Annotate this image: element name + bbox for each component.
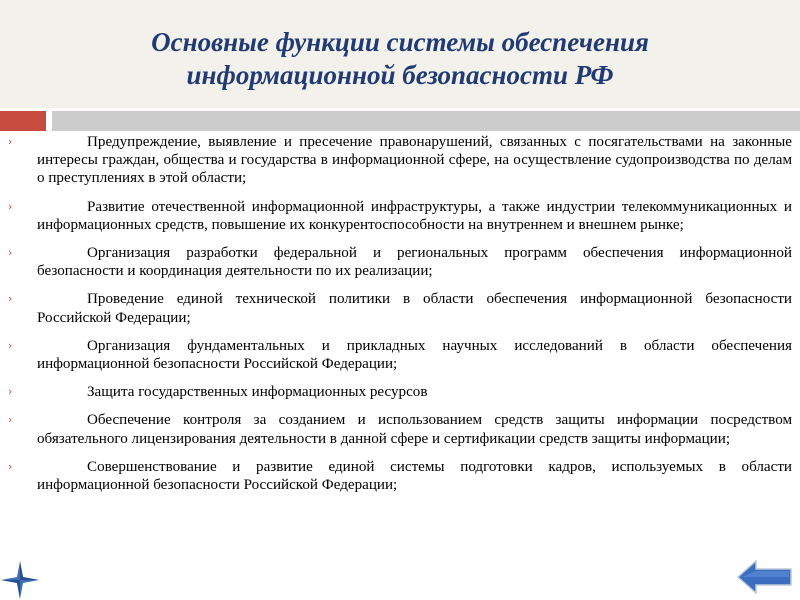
accent-band-red <box>0 111 46 131</box>
list-item <box>0 458 800 494</box>
accent-band-gray <box>52 111 800 131</box>
slide-title-line-1: Основные функции системы обеспечения <box>151 27 649 57</box>
list-item-text: Организация фундаментальных и прикладных научных исследований в области обеспечения информационной безопасности Российской Федерации; <box>37 337 792 373</box>
slide-title-line-2: информационной безопасности РФ <box>186 60 614 90</box>
chevron-right-icon: › <box>8 385 13 399</box>
list-item <box>0 244 800 280</box>
chevron-right-icon: › <box>8 199 13 213</box>
list-item <box>0 290 800 326</box>
list-item <box>0 337 800 373</box>
slide-header <box>0 0 800 108</box>
chevron-right-icon: › <box>8 246 13 260</box>
chevron-right-icon: › <box>8 135 13 148</box>
list-item <box>0 198 800 234</box>
list-item <box>0 411 800 447</box>
list-item-text: Проведение единой технической политики в области обеспечения информационной безопасности Российской Федерации; <box>37 291 792 326</box>
list-item-text: Совершенствование и развитие единой системы подготовки кадров, используемых в области информационной безопасности Российской Федерации; <box>37 458 792 494</box>
list-item-text: Развитие отечественной информационной инфраструктуры, а также индустрии телекоммуникационных и информационных средств, повышение их конкурентоспособности на внутреннем и внешнем рынке; <box>37 198 792 233</box>
back-arrow-icon <box>738 561 791 593</box>
list-item-text: Обеспечение контроля за созданием и использованием средств защиты информации посредством обязательного лицензирования деятельности в данной сфере и сертификации средств защиты информации; <box>37 412 792 447</box>
chevron-right-icon: › <box>8 459 13 473</box>
list-item-text: Предупреждение, выявление и пресечение правонарушений, связанных с посягательствами на законные интересы граждан, общества и государства в информационной сфере, на осуществление судопроизводства по делам о преступлениях в этой области; <box>37 134 792 187</box>
compass-star-icon <box>0 560 40 600</box>
chevron-right-icon: › <box>8 338 13 352</box>
list-item <box>0 133 800 188</box>
chevron-right-icon: › <box>8 292 13 306</box>
back-button[interactable] <box>736 557 794 597</box>
list-item-text: Организация разработки федеральной и региональных программ обеспечения информационной безопасности и координация деятельности по их реализации; <box>37 245 792 280</box>
chevron-right-icon: › <box>8 413 13 427</box>
slide-title <box>0 26 800 92</box>
list-item-text: Защита государственных информационных ресурсов <box>87 384 428 401</box>
bullet-list <box>0 133 800 504</box>
list-item <box>0 383 800 401</box>
